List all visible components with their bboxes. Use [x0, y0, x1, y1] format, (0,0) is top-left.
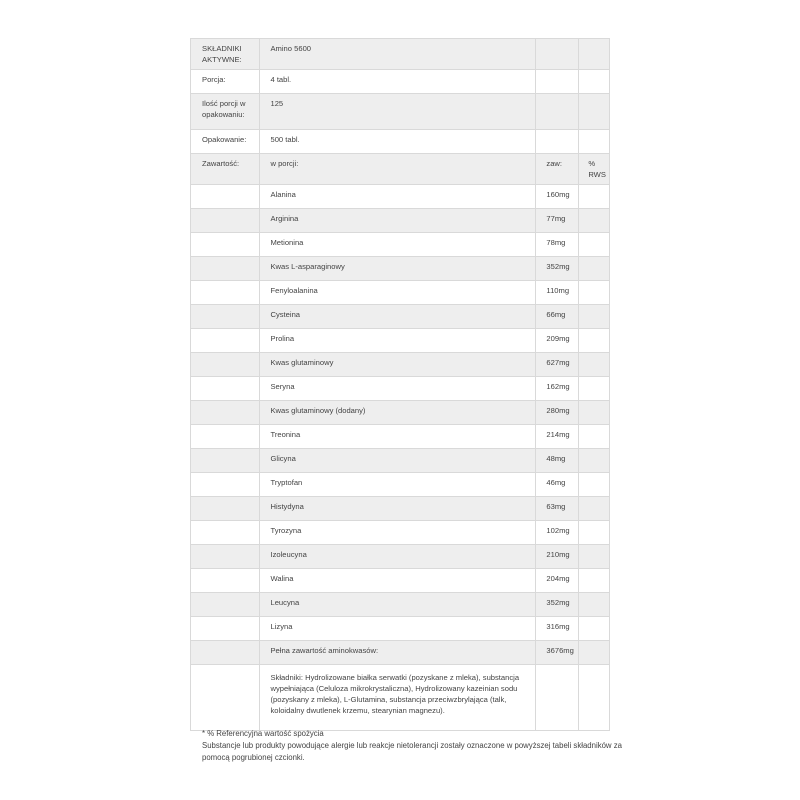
active-ingredients-label: SKŁADNIKI AKTYWNE:: [191, 39, 260, 70]
empty-cell: [536, 39, 579, 70]
ingredient-name: Leucyna: [260, 593, 536, 617]
rws-header: % RWS: [579, 154, 610, 185]
ingredient-name: Glicyna: [260, 449, 536, 473]
ingredient-name: Seryna: [260, 377, 536, 401]
empty-cell: [579, 70, 610, 94]
ingredient-rws: [579, 377, 610, 401]
table-row-portion: [191, 70, 610, 94]
ingredient-row: [191, 233, 610, 257]
amount-header: zaw:: [536, 154, 579, 185]
empty-cell: [579, 665, 610, 731]
empty-cell: [579, 39, 610, 70]
ingredient-rws: [579, 401, 610, 425]
nutrition-table-wrapper: [190, 38, 610, 731]
ingredient-amount: 214mg: [536, 425, 579, 449]
ingredient-amount: 627mg: [536, 353, 579, 377]
ingredient-rws: [579, 641, 610, 665]
table-row-servings: [191, 94, 610, 130]
ingredient-row: [191, 473, 610, 497]
ingredient-rws: [579, 305, 610, 329]
ingredient-row: [191, 257, 610, 281]
ingredient-amount: 77mg: [536, 209, 579, 233]
empty-cell: [191, 641, 260, 665]
ingredient-rws: [579, 545, 610, 569]
rws-note: * % Referencyjna wartość spożycia: [202, 729, 324, 738]
table-row-content-header: [191, 154, 610, 185]
ingredient-row: [191, 641, 610, 665]
ingredient-name: Kwas L-asparaginowy: [260, 257, 536, 281]
ingredient-name: Walina: [260, 569, 536, 593]
empty-cell: [191, 185, 260, 209]
empty-cell: [536, 70, 579, 94]
ingredient-amount: 63mg: [536, 497, 579, 521]
ingredient-name: Kwas glutaminowy: [260, 353, 536, 377]
portion-value: 4 tabl.: [260, 70, 536, 94]
ingredient-row: [191, 353, 610, 377]
portion-label: Porcja:: [191, 70, 260, 94]
empty-cell: [536, 665, 579, 731]
ingredient-amount: 352mg: [536, 593, 579, 617]
empty-cell: [579, 130, 610, 154]
empty-cell: [536, 130, 579, 154]
content-label: Zawartość:: [191, 154, 260, 185]
ingredient-row: [191, 377, 610, 401]
empty-cell: [191, 425, 260, 449]
ingredient-name: Alanina: [260, 185, 536, 209]
ingredient-row: [191, 281, 610, 305]
empty-cell: [191, 257, 260, 281]
ingredient-amount: 48mg: [536, 449, 579, 473]
nutrition-table: [190, 38, 610, 731]
empty-cell: [191, 377, 260, 401]
ingredient-row: [191, 425, 610, 449]
empty-cell: [191, 569, 260, 593]
ingredient-name: Izoleucyna: [260, 545, 536, 569]
ingredient-amount: 316mg: [536, 617, 579, 641]
ingredient-rws: [579, 257, 610, 281]
ingredient-amount: 280mg: [536, 401, 579, 425]
ingredient-rws: [579, 185, 610, 209]
ingredient-rws: [579, 449, 610, 473]
empty-cell: [191, 473, 260, 497]
ingredient-row: [191, 401, 610, 425]
ingredient-name: Lizyna: [260, 617, 536, 641]
ingredient-row: [191, 569, 610, 593]
ingredient-amount: 110mg: [536, 281, 579, 305]
ingredient-rws: [579, 233, 610, 257]
ingredient-row: [191, 545, 610, 569]
ingredient-name: Tyrozyna: [260, 521, 536, 545]
ingredient-row: [191, 617, 610, 641]
empty-cell: [191, 521, 260, 545]
ingredient-amount: 160mg: [536, 185, 579, 209]
ingredient-amount: 352mg: [536, 257, 579, 281]
servings-label: Ilość porcji w opakowaniu:: [191, 94, 260, 130]
ingredient-amount: 3676mg: [536, 641, 579, 665]
ingredient-amount: 46mg: [536, 473, 579, 497]
package-label: Opakowanie:: [191, 130, 260, 154]
ingredient-amount: 204mg: [536, 569, 579, 593]
ingredient-row: [191, 497, 610, 521]
ingredient-rws: [579, 329, 610, 353]
empty-cell: [579, 94, 610, 130]
allergen-note: Substancje lub produkty powodujące alergie lub reakcje nietolerancji zostały oznaczone w powyższej tabeli składników za pomocą pogrubionej czcionki.: [202, 741, 622, 762]
empty-cell: [191, 497, 260, 521]
package-value: 500 tabl.: [260, 130, 536, 154]
empty-cell: [191, 209, 260, 233]
table-row-package: [191, 130, 610, 154]
empty-cell: [191, 401, 260, 425]
ingredient-row: [191, 521, 610, 545]
ingredient-name: Tryptofan: [260, 473, 536, 497]
empty-cell: [536, 94, 579, 130]
ingredient-name: Fenyloalanina: [260, 281, 536, 305]
ingredient-row: [191, 329, 610, 353]
empty-cell: [191, 665, 260, 731]
ingredient-rws: [579, 617, 610, 641]
table-row-header: [191, 39, 610, 70]
ingredient-amount: 66mg: [536, 305, 579, 329]
per-portion-header: w porcji:: [260, 154, 536, 185]
ingredient-rws: [579, 497, 610, 521]
ingredient-rws: [579, 425, 610, 449]
ingredient-row: [191, 305, 610, 329]
empty-cell: [191, 449, 260, 473]
empty-cell: [191, 353, 260, 377]
ingredient-name: Arginina: [260, 209, 536, 233]
ingredient-name: Pełna zawartość aminokwasów:: [260, 641, 536, 665]
ingredient-name: Cysteina: [260, 305, 536, 329]
composition-row: [191, 665, 610, 731]
empty-cell: [191, 329, 260, 353]
ingredient-row: [191, 449, 610, 473]
empty-cell: [191, 233, 260, 257]
empty-cell: [191, 545, 260, 569]
ingredient-amount: 162mg: [536, 377, 579, 401]
servings-value: 125: [260, 94, 536, 130]
ingredient-rws: [579, 593, 610, 617]
ingredient-name: Metionina: [260, 233, 536, 257]
empty-cell: [191, 617, 260, 641]
ingredient-rws: [579, 473, 610, 497]
ingredient-amount: 78mg: [536, 233, 579, 257]
ingredient-name: Kwas glutaminowy (dodany): [260, 401, 536, 425]
ingredient-row: [191, 593, 610, 617]
ingredient-row: [191, 185, 610, 209]
ingredient-row: [191, 209, 610, 233]
ingredient-name: Histydyna: [260, 497, 536, 521]
ingredient-name: Treonina: [260, 425, 536, 449]
composition-text: Składniki: Hydrolizowane białka serwatki (pozyskane z mleka), substancja wypełniająca (Celuloza mikrokrystaliczna), Hydrolizowany kazeinian sodu (pozyskany z mleka), L-Glutamina, substancja przeciwzbrylająca (talk, koloidalny dwutlenek krzemu, stearynian magnezu).: [260, 665, 536, 731]
ingredient-rws: [579, 281, 610, 305]
empty-cell: [191, 305, 260, 329]
ingredient-amount: 209mg: [536, 329, 579, 353]
ingredient-amount: 102mg: [536, 521, 579, 545]
ingredient-rws: [579, 569, 610, 593]
ingredient-amount: 210mg: [536, 545, 579, 569]
product-name: Amino 5600: [260, 39, 536, 70]
empty-cell: [191, 593, 260, 617]
ingredient-rws: [579, 353, 610, 377]
ingredient-rws: [579, 521, 610, 545]
empty-cell: [191, 281, 260, 305]
footnotes: [202, 728, 622, 764]
ingredient-rws: [579, 209, 610, 233]
ingredient-name: Prolina: [260, 329, 536, 353]
